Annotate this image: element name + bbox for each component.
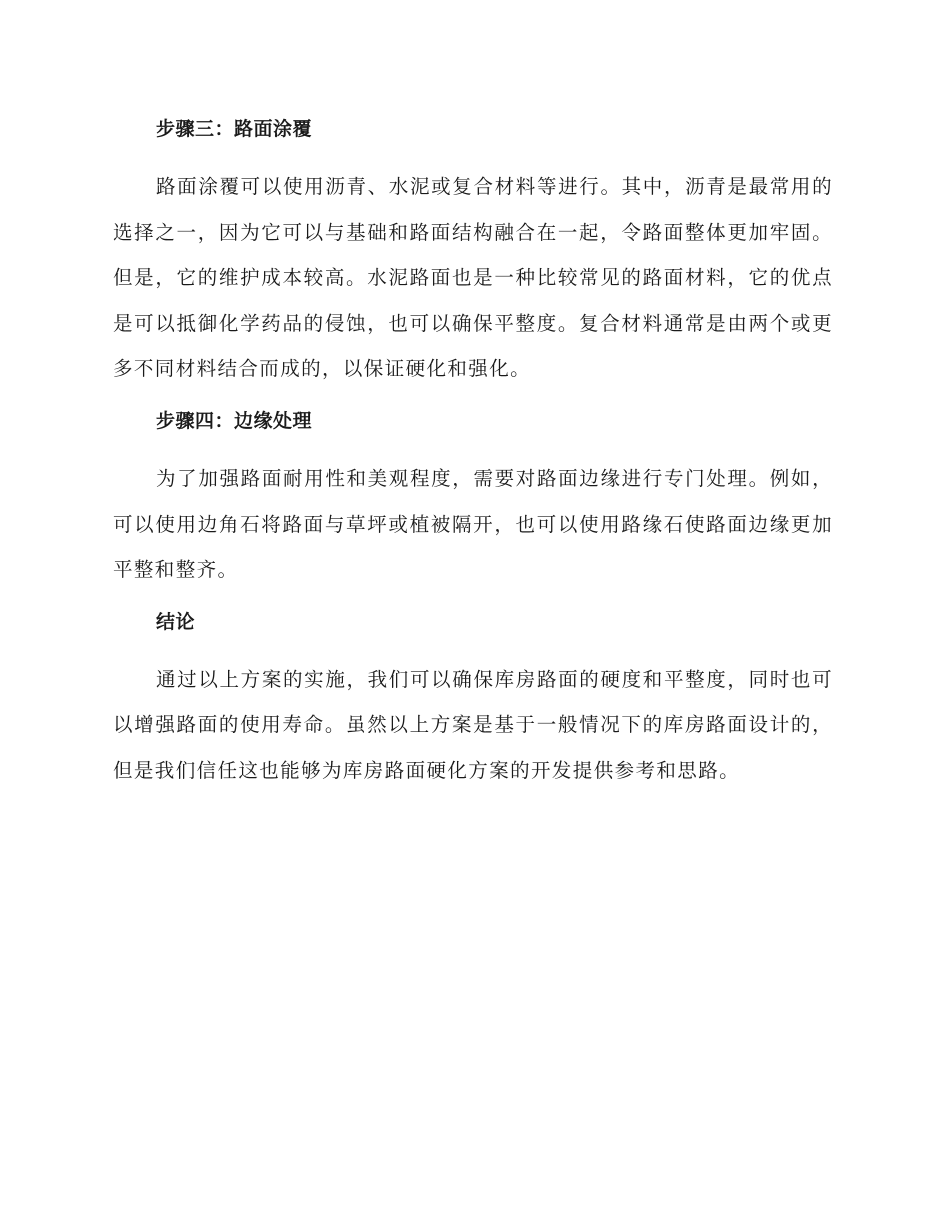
section-paragraph-step4: 为了加强路面耐用性和美观程度，需要对路面边缘进行专门处理。例如，可以使用边角石将路面与草坪或植被隔开，也可以使用路缘石使路面边缘更加平整和整齐。 <box>113 466 833 582</box>
section-paragraph-conclusion: 通过以上方案的实施，我们可以确保库房路面的硬度和平整度，同时也可以增强路面的使用寿命。虽然以上方案是基于一般情况下的库房路面设计的，但是我们信任这也能够为库房路面硬化方案的开发提供参考和思路。 <box>113 667 833 782</box>
section-heading-step4: 步骤四：边缘处理 <box>156 409 313 432</box>
section-heading-conclusion: 结论 <box>156 610 196 633</box>
section-heading-step3: 步骤三：路面涂覆 <box>156 118 313 140</box>
document-page <box>113 112 833 794</box>
section-paragraph-step3: 路面涂覆可以使用沥青、水泥或复合材料等进行。其中，沥青是最常用的选择之一，因为它可以与基础和路面结构融合在一起，令路面整体更加牢固。但是，它的维护成本较高。水泥路面也是一种比较常见的路面材料，它的优点是可以抵御化学药品的侵蚀，也可以确保平整度。复合材料通常是由两个或更多不同材料结合而成的，以保证硬化和强化。 <box>113 175 833 381</box>
